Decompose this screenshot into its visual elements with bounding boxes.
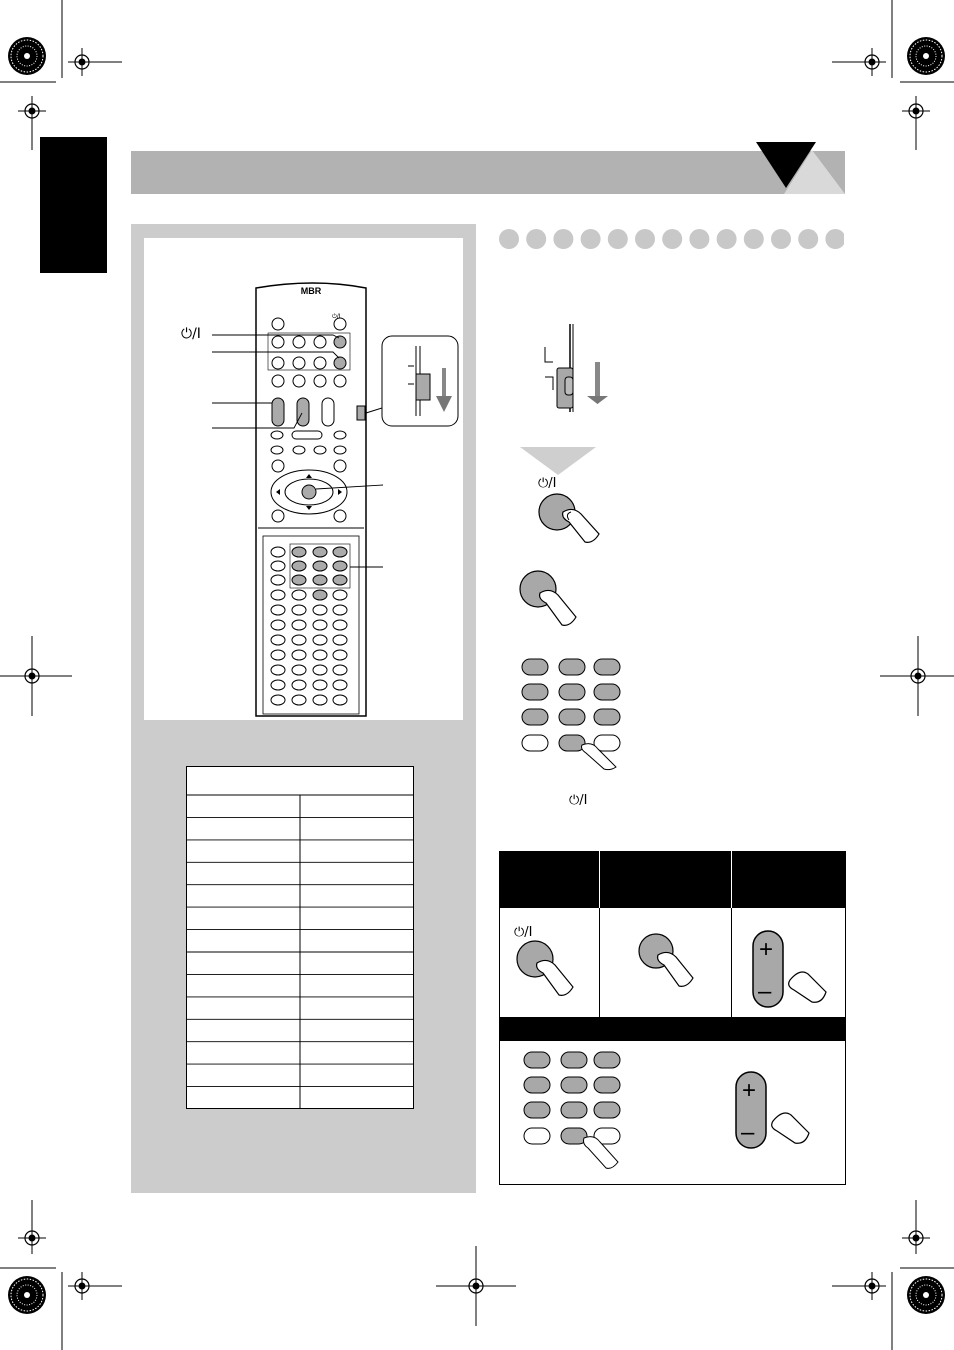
step1-switch-illustration <box>535 322 615 414</box>
op-volume-minus-label: – <box>758 978 772 1005</box>
section-dot <box>635 229 655 249</box>
operation-table-header-divider-2 <box>731 851 732 908</box>
step4-number-keypad <box>520 657 630 772</box>
op-lower-volume-plus-label: + <box>742 1077 757 1104</box>
step2-power-button-press <box>535 490 605 550</box>
section-dot <box>662 229 682 249</box>
code-table <box>186 766 416 1111</box>
operation-table-col-divider-1 <box>599 908 600 1017</box>
op-lower-volume-minus-label: – <box>741 1119 755 1146</box>
section-dot <box>689 229 709 249</box>
operation-table-col-divider-2 <box>731 908 732 1017</box>
remote-brand-label: MBR <box>300 286 322 296</box>
op-volume-plus-label: + <box>759 936 774 963</box>
section-dot <box>608 229 628 249</box>
banner-corner-triangle <box>754 140 848 196</box>
section-dot <box>798 229 818 249</box>
operation-table-header <box>499 851 846 908</box>
op-button-press <box>637 932 707 992</box>
section-dot <box>581 229 601 249</box>
remote-control-illustration <box>144 238 463 720</box>
step3-button-press <box>518 569 588 631</box>
section-dot <box>717 229 737 249</box>
section-dot <box>744 229 764 249</box>
title-banner <box>131 151 845 194</box>
language-side-tab <box>40 137 107 273</box>
remote-small-power-label: ⏻/I <box>332 313 341 320</box>
operation-table-header-divider-1 <box>599 851 600 908</box>
operation-table-subheader <box>499 1017 846 1041</box>
step2-power-label: ⏻/I <box>538 476 557 491</box>
remote-power-callout-label: ⏻/I <box>181 326 201 342</box>
section-dots-header <box>498 227 844 251</box>
step-down-arrow <box>520 447 596 477</box>
section-dot <box>499 229 519 249</box>
step4-power-label: ⏻/I <box>569 793 588 808</box>
op-power-label: ⏻/I <box>514 925 533 940</box>
section-dot <box>825 229 844 249</box>
section-dot <box>771 229 791 249</box>
op-number-keypad <box>522 1050 632 1180</box>
section-dot <box>553 229 573 249</box>
section-dot <box>526 229 546 249</box>
op-power-button-press <box>515 939 585 999</box>
